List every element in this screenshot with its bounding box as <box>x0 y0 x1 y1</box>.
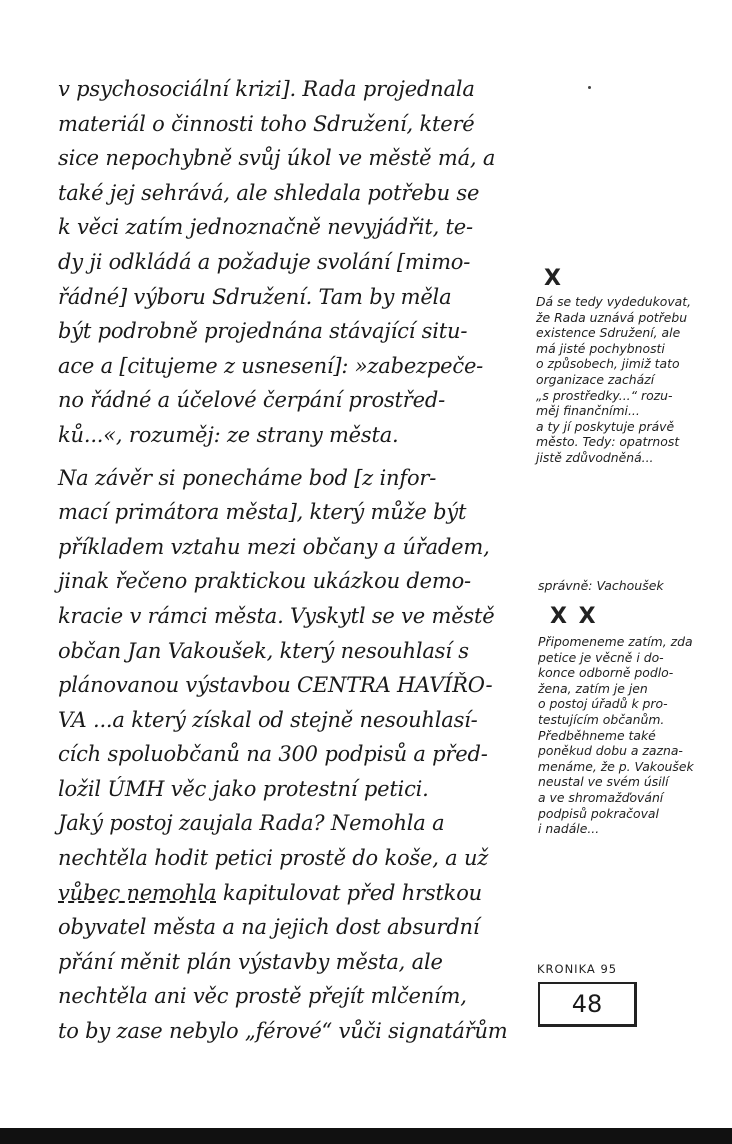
text-line: no řádné a účelové čerpání prostřed- <box>58 388 445 413</box>
text-line: dy ji odkládá a požaduje svolání [mimo- <box>58 249 471 274</box>
text-line: ložil ÚMH věc jako protestní petici. <box>58 776 429 801</box>
text-line: nechtěla hodit petici prostě do koše, a už <box>58 846 489 871</box>
text-line: VA ...a který získal od stejně nesouhlasí- <box>58 707 478 732</box>
note-line: jistě zdůvodněná... <box>536 449 654 465</box>
text-line: obyvatel města a na jejich dost absurdní <box>58 915 480 940</box>
note-line: žena, zatím je jen <box>538 680 648 696</box>
text-line: být podrobně projednána stávající situ- <box>58 319 468 344</box>
text-line: materiál o činnosti toho Sdružení, které <box>58 111 475 136</box>
note-line: existence Sdružení, ale <box>536 325 681 341</box>
note-line: konce odborně podlo- <box>538 665 674 681</box>
note-line: měj finančními... <box>536 403 640 419</box>
page-number-box <box>538 982 637 1027</box>
note-line: o postoj úřadů k pro- <box>538 696 668 712</box>
text-line: to by zase nebylo „férové“ vůči signatářům <box>58 1019 508 1044</box>
note-line: že Rada uznává potřebu <box>536 309 688 325</box>
note-line: petice je věcně i do- <box>538 649 664 665</box>
main-text-column <box>58 72 528 1049</box>
note-line: testujícím občanům. <box>538 711 665 727</box>
text-line: řádné] výboru Sdružení. Tam by měla <box>58 284 452 309</box>
text-line: sice nepochybně svůj úkol ve městě má, a <box>58 146 496 171</box>
text-line: Jaký postoj zaujala Rada? Nemohla a <box>58 811 445 836</box>
text-line: ků...«, rozuměj: ze strany města. <box>58 422 399 447</box>
ink-dot <box>588 86 591 89</box>
text-line: jinak řečeno praktickou ukázkou demo- <box>58 569 471 594</box>
text-line: plánovanou výstavbou CENTRA HAVÍŘO- <box>58 673 493 698</box>
underlined-phrase: vůbec nemohla <box>58 880 217 905</box>
note-line: a ve shromažďování <box>538 789 664 805</box>
text-fragment: kapitulovat před hrstkou <box>216 880 482 905</box>
text-line: také jej sehrává, ale shledala potřebu se <box>58 180 480 205</box>
note-line: má jisté pochybnosti <box>536 340 665 356</box>
page-number: 48 <box>571 990 603 1018</box>
footnote-mark-1: X <box>544 266 561 291</box>
note-line: menáme, že p. Vakoušek <box>538 758 694 774</box>
note-line: Připomeneme zatím, zda <box>538 634 693 649</box>
note-line: organizace zachází <box>536 371 655 387</box>
text-line: příkladem vztahu mezi občany a úřadem, <box>58 534 490 559</box>
margin-note-2 <box>538 634 728 837</box>
text-line: kracie v rámci města. Vyskytl se ve městě <box>58 603 495 628</box>
text-line: k věci zatím jednoznačně nevyjádřit, te- <box>58 215 473 240</box>
note-line: a ty jí poskytuje právě <box>536 418 675 434</box>
note-line: poněkud dobu a zazna- <box>538 743 683 759</box>
note-line: neustal ve svém úsilí <box>538 774 669 790</box>
note-line: Předběhneme také <box>538 727 656 743</box>
note-line: o způsobech, jimiž tato <box>536 356 680 372</box>
note-line: Dá se tedy vydedukovat, <box>536 294 692 309</box>
note-line: podpisů pokračoval <box>538 805 659 821</box>
chronicle-label: KRONIKA 95 <box>537 962 618 976</box>
text-line: Na závěr si ponecháme bod [z infor- <box>58 465 437 490</box>
text-line: v psychosociální krizi]. Rada projednala <box>58 77 475 101</box>
text-line: cích spoluobčanů na 300 podpisů a před- <box>58 742 488 767</box>
scan-bottom-edge <box>0 1128 732 1144</box>
note-line: „s prostředky...“ rozu- <box>536 387 673 403</box>
text-line: mací primátora města], který může být <box>58 500 467 525</box>
name-correction-note: správně: Vachoušek <box>538 578 664 593</box>
footnote-mark-2: X X <box>550 604 598 629</box>
note-line: i nadále... <box>538 821 600 837</box>
text-line: ace a [citujeme z usnesení]: »zabezpeče- <box>58 353 484 378</box>
note-line: město. Tedy: opatrnost <box>536 434 680 450</box>
text-line: občan Jan Vakoušek, který nesouhlasí s <box>58 638 469 663</box>
margin-note-1 <box>536 294 726 466</box>
text-line: nechtěla ani věc prostě přejít mlčením, <box>58 984 467 1009</box>
text-line-underlined <box>58 876 528 911</box>
text-line: přání měnit plán výstavby města, ale <box>58 949 443 974</box>
